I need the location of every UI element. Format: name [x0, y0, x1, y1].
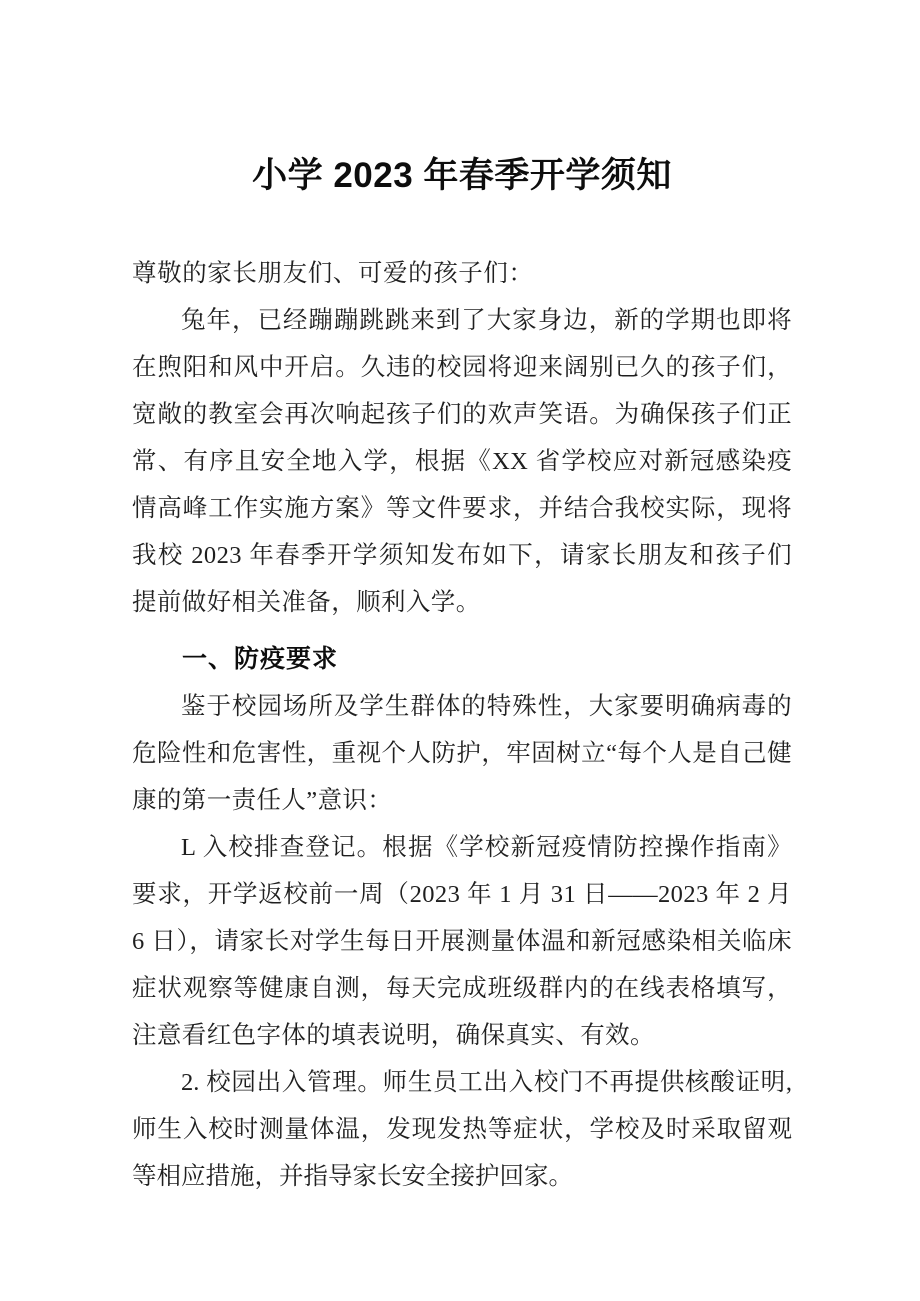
list-item-text: 校园出入管理。师生员工出入校门不再提供核酸证明,师生入校时测量体温，发现发热等症状，学校及时采取留观等相应措施，并指导家长安全接护回家。 [132, 1069, 792, 1190]
list-item-text: 入校排查登记。根据《学校新冠疫情防控操作指南》要求，开学返校前一周（2023 年 1 月 31 日——2023 年 2 月 6 日），请家长对学生每日开展测量体温和新冠感染相关临床症状观察等健康自测，每天完成班级群内的在线表格填写，注意看红色字体的填表说明，确保真实、有效。 [132, 834, 792, 1049]
intro-paragraph: 兔年，已经蹦蹦跳跳来到了大家身边，新的学期也即将在煦阳和风中开启。久违的校园将迎来阔别已久的孩子们，宽敞的教室会再次响起孩子们的欢声笑语。为确保孩子们正常、有序且安全地入学，根据《XX 省学校应对新冠感染疫情高峰工作实施方案》等文件要求，并结合我校实际，现将我校 2023 年春季开学须知发布如下，请家长朋友和孩子们提前做好相关准备，顺利入学。 [132, 307, 792, 616]
page-title: 小学 2023 年春季开学须知 [252, 156, 672, 195]
list-item-marker: 2. [181, 1069, 207, 1096]
document-body [132, 0, 792, 1200]
list-item-marker: L [181, 834, 203, 861]
salutation-line: 尊敬的家长朋友们、可爱的孩子们： [132, 260, 534, 287]
list-item [132, 1059, 792, 1200]
section-heading-1: 一、防疫要求 [182, 645, 339, 673]
section-1-lead-paragraph: 鉴于校园场所及学生群体的特殊性，大家要明确病毒的危险性和危害性，重视个人防护，牢固树立“每个人是自己健康的第一责任人”意识： [132, 693, 792, 814]
list-item [132, 824, 792, 1059]
